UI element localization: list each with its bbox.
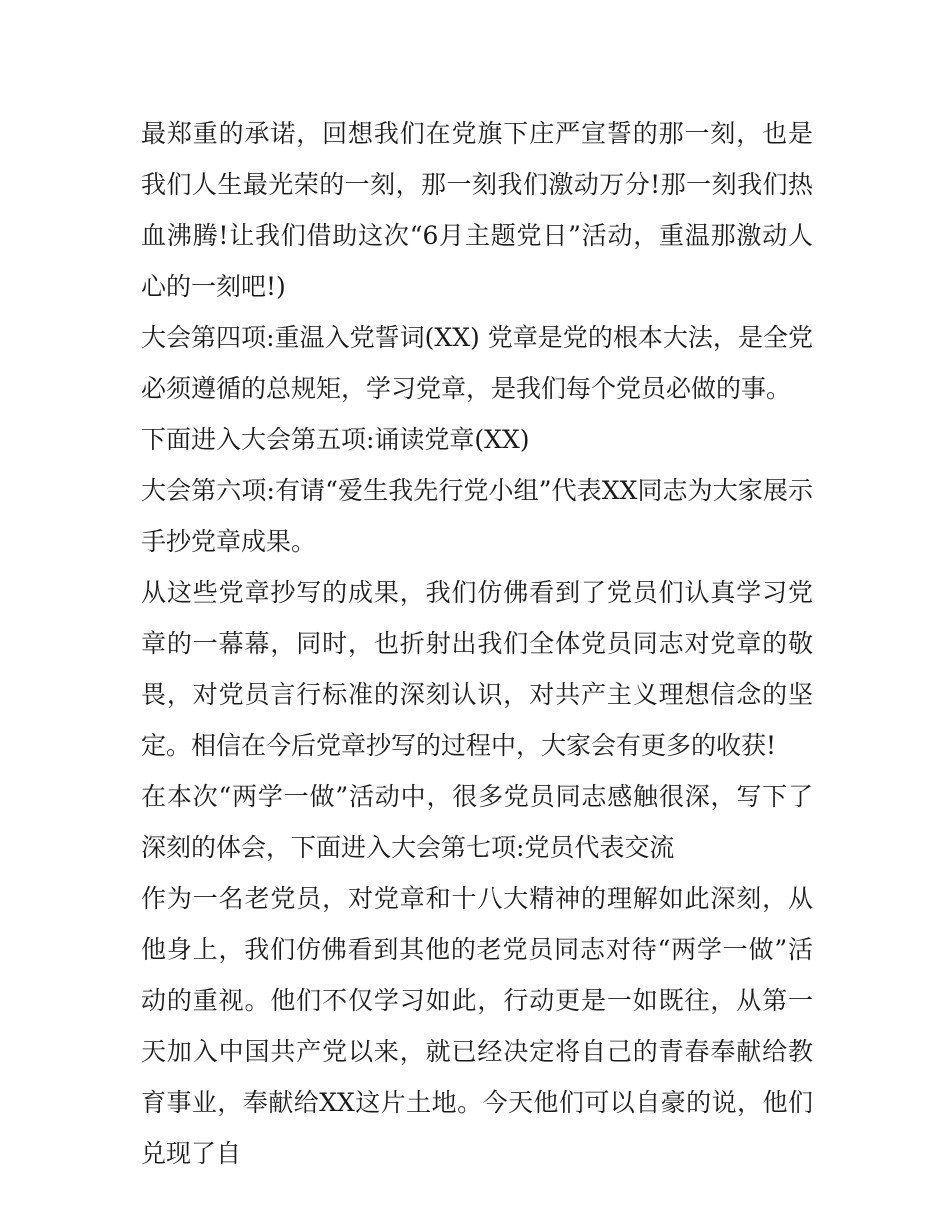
paragraph-copy-results: 从这些党章抄写的成果，我们仿佛看到了党员们认真学习党章的一幕幕，同时，也折射出我们全体党员同志对党章的敬畏，对党员言行标准的深刻认识，对共产主义理想信念的坚定。相信在今后党章抄写的过程中，大家会有更多的收获! <box>141 578 813 760</box>
paragraph-item-five: 下面进入大会第五项:诵读党章(XX) <box>141 425 530 454</box>
document-body <box>141 108 813 1179</box>
paragraph-item-six: 大会第六项:有请“爱生我先行党小组”代表XX同志为大家展示手抄党章成果。 <box>141 476 813 556</box>
paragraph-veteran-member: 作为一名老党员，对党章和十八大精神的理解如此深刻，从他身上，我们仿佛看到其他的老党员同志对待“两学一做”活动的重视。他们不仅学习如此，行动更是一如既往，从第一天加入中国共产党以来，就已经决定将自己的青春奉献给教育事业，奉献给XX这片土地。今天他们可以自豪的说，他们兑现了自 <box>141 884 813 1168</box>
paragraph-item-seven: 在本次“两学一做”活动中，很多党员同志感触很深，写下了深刻的体会，下面进入大会第七项:党员代表交流 <box>141 782 813 862</box>
paragraph-oath-recollection: 最郑重的承诺，回想我们在党旗下庄严宣誓的那一刻，也是我们人生最光荣的一刻，那一刻我们激动万分!那一刻我们热血沸腾!让我们借助这次“6月主题党日”活动，重温那激动人心的一刻吧!) <box>141 119 813 301</box>
paragraph-item-four: 大会第四项:重温入党誓词(XX) 党章是党的根本大法，是全党必须遵循的总规矩，学习党章，是我们每个党员必做的事。 <box>141 323 813 403</box>
